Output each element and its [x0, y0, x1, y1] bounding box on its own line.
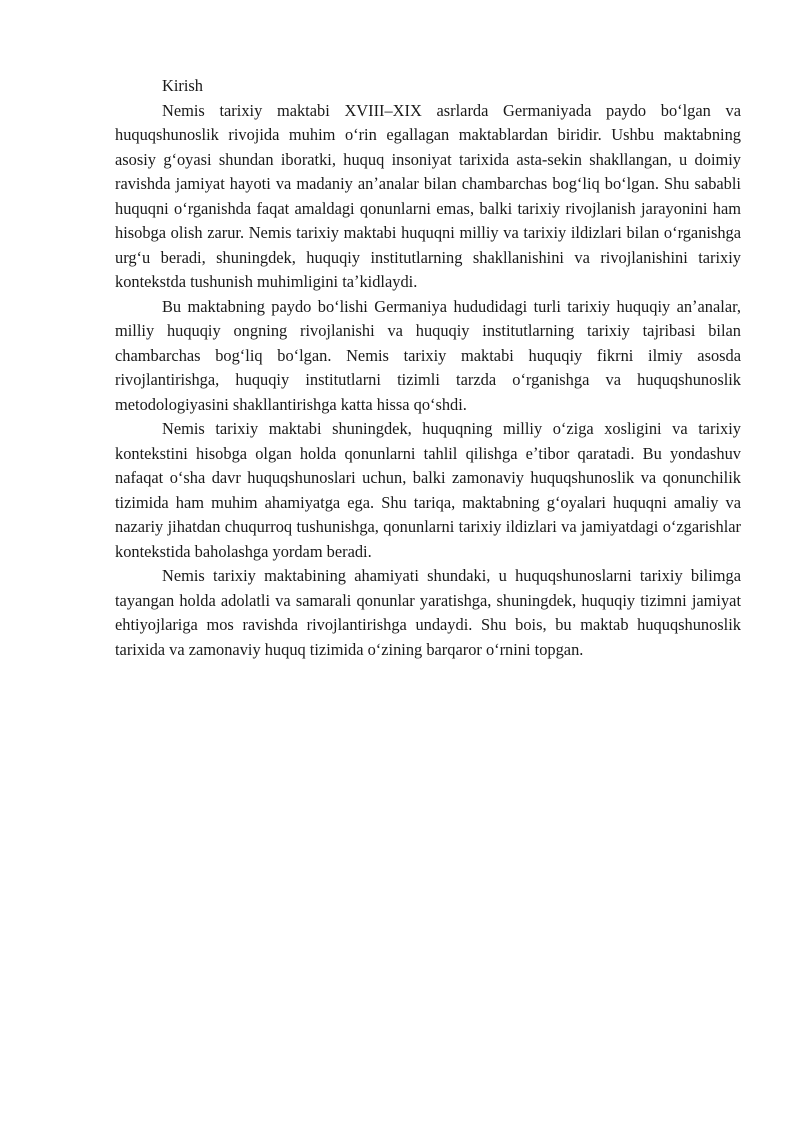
paragraph-1: Nemis tarixiy maktabi XVIII–XIX asrlarda Germaniyada paydo boʻlgan va huquqshunoslik rivojida muhim oʻrin egallagan maktablardan biridir. Ushbu maktabning asosiy gʻoyasi shundan iboratki, huquq insoniyat tarixida asta-sekin shakllangan, u doimiy ravishda jamiyat hayoti va madaniy anʼanalar bilan chambarchas bogʻliq boʻlgan. Shu sababli huquqni oʻrganishda faqat amaldagi qonunlarni emas, balki tarixiy rivojlanish jarayonini ham hisobga olish zarur. Nemis tarixiy maktabi huquqni milliy va tarixiy ildizlari bilan oʻrganishga urgʻu beradi, shuningdek, huquqiy institutlarning shakllanishini va rivojlanishini tarixiy kontekstda tushunish muhimligini taʼkidlaydi.: [115, 100, 741, 291]
document-page: [115, 74, 741, 662]
paragraph-3: Nemis tarixiy maktabi shuningdek, huquqning milliy oʻziga xosligini va tarixiy kontekstini hisobga olgan holda qonunlarni tahlil qilishga eʼtibor qaratadi. Bu yondashuv nafaqat oʻsha davr huquqshunoslari uchun, balki zamonaviy huquqshunoslik va qonunchilik tizimida ham muhim ahamiyatga ega. Shu tariqa, maktabning gʻoyalari huquqni amaliy va nazariy jihatdan chuqurroq tushunishga, qonunlarni tarixiy ildizlari va jamiyatdagi oʻzgarishlar kontekstida baholashga yordam beradi.: [115, 419, 741, 561]
paragraph-2: Bu maktabning paydo boʻlishi Germaniya hududidagi turli tarixiy huquqiy anʼanalar, milliy huquqiy ongning rivojlanishi va huquqiy institutlarning tarixiy tajribasi bilan chambarchas bogʻliq boʻlgan. Nemis tarixiy maktabi huquqiy fikrni ilmiy asosda rivojlantirishga, huquqiy institutlarni tizimli tarzda oʻrganishga va huquqshunoslik metodologiyasini shakllantirishga katta hissa qoʻshdi.: [115, 296, 741, 414]
section-heading: Kirish: [162, 76, 203, 95]
paragraph-4: Nemis tarixiy maktabining ahamiyati shundaki, u huquqshunoslarni tarixiy bilimga tayangan holda adolatli va samarali qonunlar yaratishga, shuningdek, huquqiy tizimni jamiyat ehtiyojlariga mos ravishda rivojlantirishga undaydi. Shu bois, bu maktab huquqshunoslik tarixida va zamonaviy huquq tizimida oʻzining barqaror oʻrnini topgan.: [115, 566, 741, 659]
